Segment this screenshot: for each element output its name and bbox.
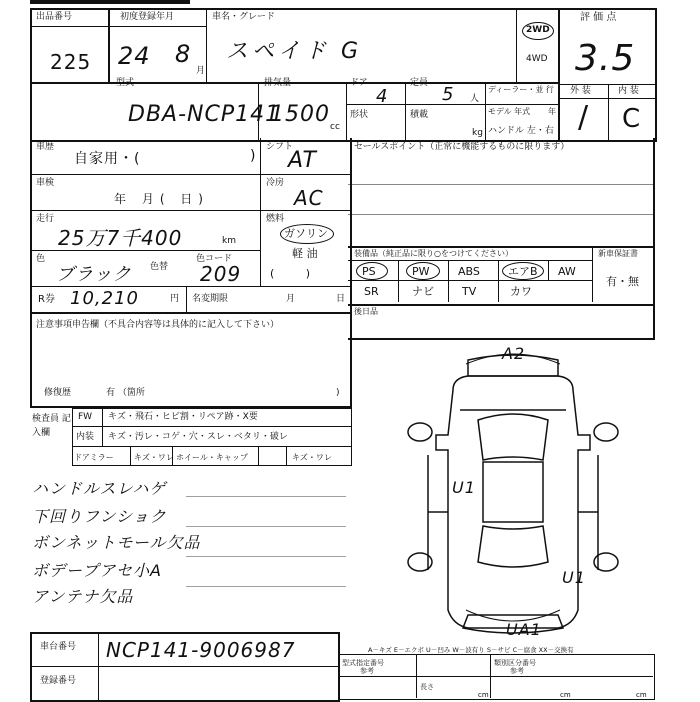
drive-4wd: 4WD xyxy=(526,54,548,64)
reg-label: 登録番号 xyxy=(40,676,77,686)
notes-section xyxy=(30,312,350,408)
circle-airbag xyxy=(502,262,544,280)
header-section xyxy=(30,8,655,140)
name-change-day: 日 xyxy=(336,294,346,304)
inspector-section xyxy=(30,408,352,466)
mileage-value: 25万7千400 xyxy=(58,226,183,250)
inspection-value: 年 月( 日) xyxy=(114,192,209,206)
circle-pw xyxy=(406,262,440,280)
capacity-label: 定員 xyxy=(410,78,429,88)
first-reg-month: 8 xyxy=(175,40,192,68)
mark-u1-right: U1 xyxy=(562,568,586,587)
drive-2wd: 2WD xyxy=(526,25,550,35)
rear-label: 後日品 xyxy=(354,307,378,316)
shift-label: シフト xyxy=(266,142,294,152)
color-change-label: 色替 xyxy=(150,262,169,272)
displacement-value: 1500 xyxy=(270,102,330,127)
equip-airbag: エアB xyxy=(508,265,538,278)
equip-aw: AW xyxy=(558,265,576,278)
equip-abs: ABS xyxy=(458,265,480,278)
note-3: ボンネットモール欠品 xyxy=(32,533,201,552)
handle-label: ハンドル 左・右 xyxy=(488,126,554,136)
dealer-label: ディーラー・並 行 xyxy=(488,85,554,94)
score-value: 3.5 xyxy=(575,38,636,79)
model-label: 型式 xyxy=(116,78,135,88)
inspector-label: 検査員 記入欄 xyxy=(32,414,71,438)
ref-label-2: 参考 xyxy=(510,667,524,675)
recycle-label: R券 xyxy=(38,294,55,305)
equipment-section xyxy=(348,246,655,304)
interior-items: キズ・汚レ・コゲ・穴・スレ・ベタリ・破レ xyxy=(108,432,288,442)
color-value: ブラック xyxy=(56,264,132,285)
history-value: 自家用・( xyxy=(74,151,141,167)
history-close: ) xyxy=(250,148,257,164)
chassis-value: NCP141-9006987 xyxy=(106,638,296,662)
yen-unit: 円 xyxy=(170,294,180,304)
legend: A－キズ E－エクボ U－凹み W－波有り S－サビ C－腐食 XX－交換有 xyxy=(368,646,574,654)
note-5: アンテナ欠品 xyxy=(32,587,134,606)
equip-sr: SR xyxy=(364,285,379,298)
repair-value: 有 （箇所 xyxy=(106,388,145,398)
name-change-label: 名変期限 xyxy=(192,294,229,304)
lot-label: 出品番号 xyxy=(36,12,73,22)
score-label: 評 価 点 xyxy=(580,12,617,23)
notes-label: 注意事項申告欄（不具合内容等は具体的に記入して下さい） xyxy=(36,320,280,330)
model-year-label: モデル 年式 xyxy=(488,107,531,116)
color-label: 色 xyxy=(36,254,46,264)
ac-label: 冷房 xyxy=(266,178,285,188)
rear-section xyxy=(348,302,655,340)
warranty-label: 新車保証書 xyxy=(598,249,638,258)
name-label: 車名・グレード xyxy=(212,12,276,22)
body-label: 形状 xyxy=(350,110,369,120)
first-reg-year: 24 xyxy=(118,42,151,70)
interior-label: 内 装 xyxy=(618,86,639,96)
equip-leather: カワ xyxy=(510,285,532,298)
person-unit: 人 xyxy=(470,94,480,104)
size-label: 長さ xyxy=(420,683,434,691)
recycle-value: 10,210 xyxy=(70,288,139,309)
color-code-label: 色コード xyxy=(196,254,233,264)
fuel-label: 燃料 xyxy=(266,214,285,224)
history-label: 車歴 xyxy=(36,142,55,152)
equip-ps: PS xyxy=(362,265,376,278)
doors-value: 4 xyxy=(376,86,389,107)
capacity-value: 5 xyxy=(442,84,455,105)
model-cert-label: 型式指定番号 xyxy=(342,659,384,667)
lot-value: 225 xyxy=(50,50,92,74)
inspection-label: 車検 xyxy=(36,178,55,188)
door-mirror-items: キズ・ワレ xyxy=(134,453,174,462)
fuel-circle xyxy=(280,224,334,244)
month-unit: 月 xyxy=(196,66,206,76)
note-2: 下回りフンショク xyxy=(32,507,167,526)
shift-value: AT xyxy=(288,148,317,173)
note-1: ハンドルスレハゲ xyxy=(32,479,167,498)
model-value: DBA-NCP141 xyxy=(128,102,281,127)
cm-unit-1: cm xyxy=(478,691,489,699)
door-mirror-label: ドアミラー xyxy=(74,453,114,462)
year-unit: 年 xyxy=(548,107,556,116)
equip-pw: PW xyxy=(412,265,430,278)
warranty-value: 有・無 xyxy=(606,275,639,288)
circle-ps xyxy=(356,262,388,280)
name-value: スペイド G xyxy=(226,39,363,64)
mark-u1-left: U1 xyxy=(452,478,476,497)
mileage-label: 走行 xyxy=(36,214,55,224)
cc-unit: cc xyxy=(330,122,340,132)
handwritten-notes xyxy=(30,466,352,626)
interior-insp-label: 内装 xyxy=(76,432,95,442)
sales-label: セールスポイント（正常に機能するものに限ります） xyxy=(354,142,570,152)
note-4: ボデープアセ小A xyxy=(32,561,162,580)
first-reg-label: 初度登録年月 xyxy=(120,12,175,22)
fuel-value: ガソリン xyxy=(284,227,328,240)
cm-unit-3: cm xyxy=(636,691,647,699)
top-bar xyxy=(30,0,190,4)
fuel-paren: ( ) xyxy=(270,267,325,280)
repair-label: 修復歴 xyxy=(44,388,72,398)
bottom-section xyxy=(30,632,655,700)
equip-navi: ナビ xyxy=(412,285,434,298)
equip-tv: TV xyxy=(462,285,477,298)
doors-label: ドア xyxy=(350,78,368,88)
kg-unit: kg xyxy=(472,128,483,138)
exterior-value: / xyxy=(578,100,590,135)
vehicle-section xyxy=(30,138,350,314)
weight-label: 積載 xyxy=(410,110,429,120)
interior-value: C xyxy=(622,104,642,134)
name-change-month: 月 xyxy=(286,294,296,304)
equipment-label: 装備品（純正品に限り○をつけてください） xyxy=(354,249,513,258)
mark-ua1: UA1 xyxy=(506,620,542,639)
exterior-label: 外 装 xyxy=(570,86,591,96)
fuel-option: 軽 油 xyxy=(292,247,318,260)
sales-section xyxy=(348,138,655,248)
repair-close: ) xyxy=(336,388,340,398)
fw-label: FW xyxy=(78,412,93,422)
wheel-cap-items: キズ・ワレ xyxy=(292,453,332,462)
cm-unit-2: cm xyxy=(560,691,571,699)
ac-value: AC xyxy=(294,186,324,210)
ref-label-1: 参考 xyxy=(360,667,374,675)
fw-items: キズ・飛石・ヒビ割・リペア跡・X要 xyxy=(108,412,258,422)
chassis-label: 車台番号 xyxy=(40,642,77,652)
displacement-label: 排気量 xyxy=(264,78,292,88)
km-unit: km xyxy=(222,236,236,246)
category-label: 類別区分番号 xyxy=(494,659,536,667)
car-diagram xyxy=(398,340,628,640)
mark-a2: A2 xyxy=(502,344,526,363)
color-code-value: 209 xyxy=(200,262,242,286)
wheel-cap-label: ホイール・キャップ xyxy=(176,453,248,462)
